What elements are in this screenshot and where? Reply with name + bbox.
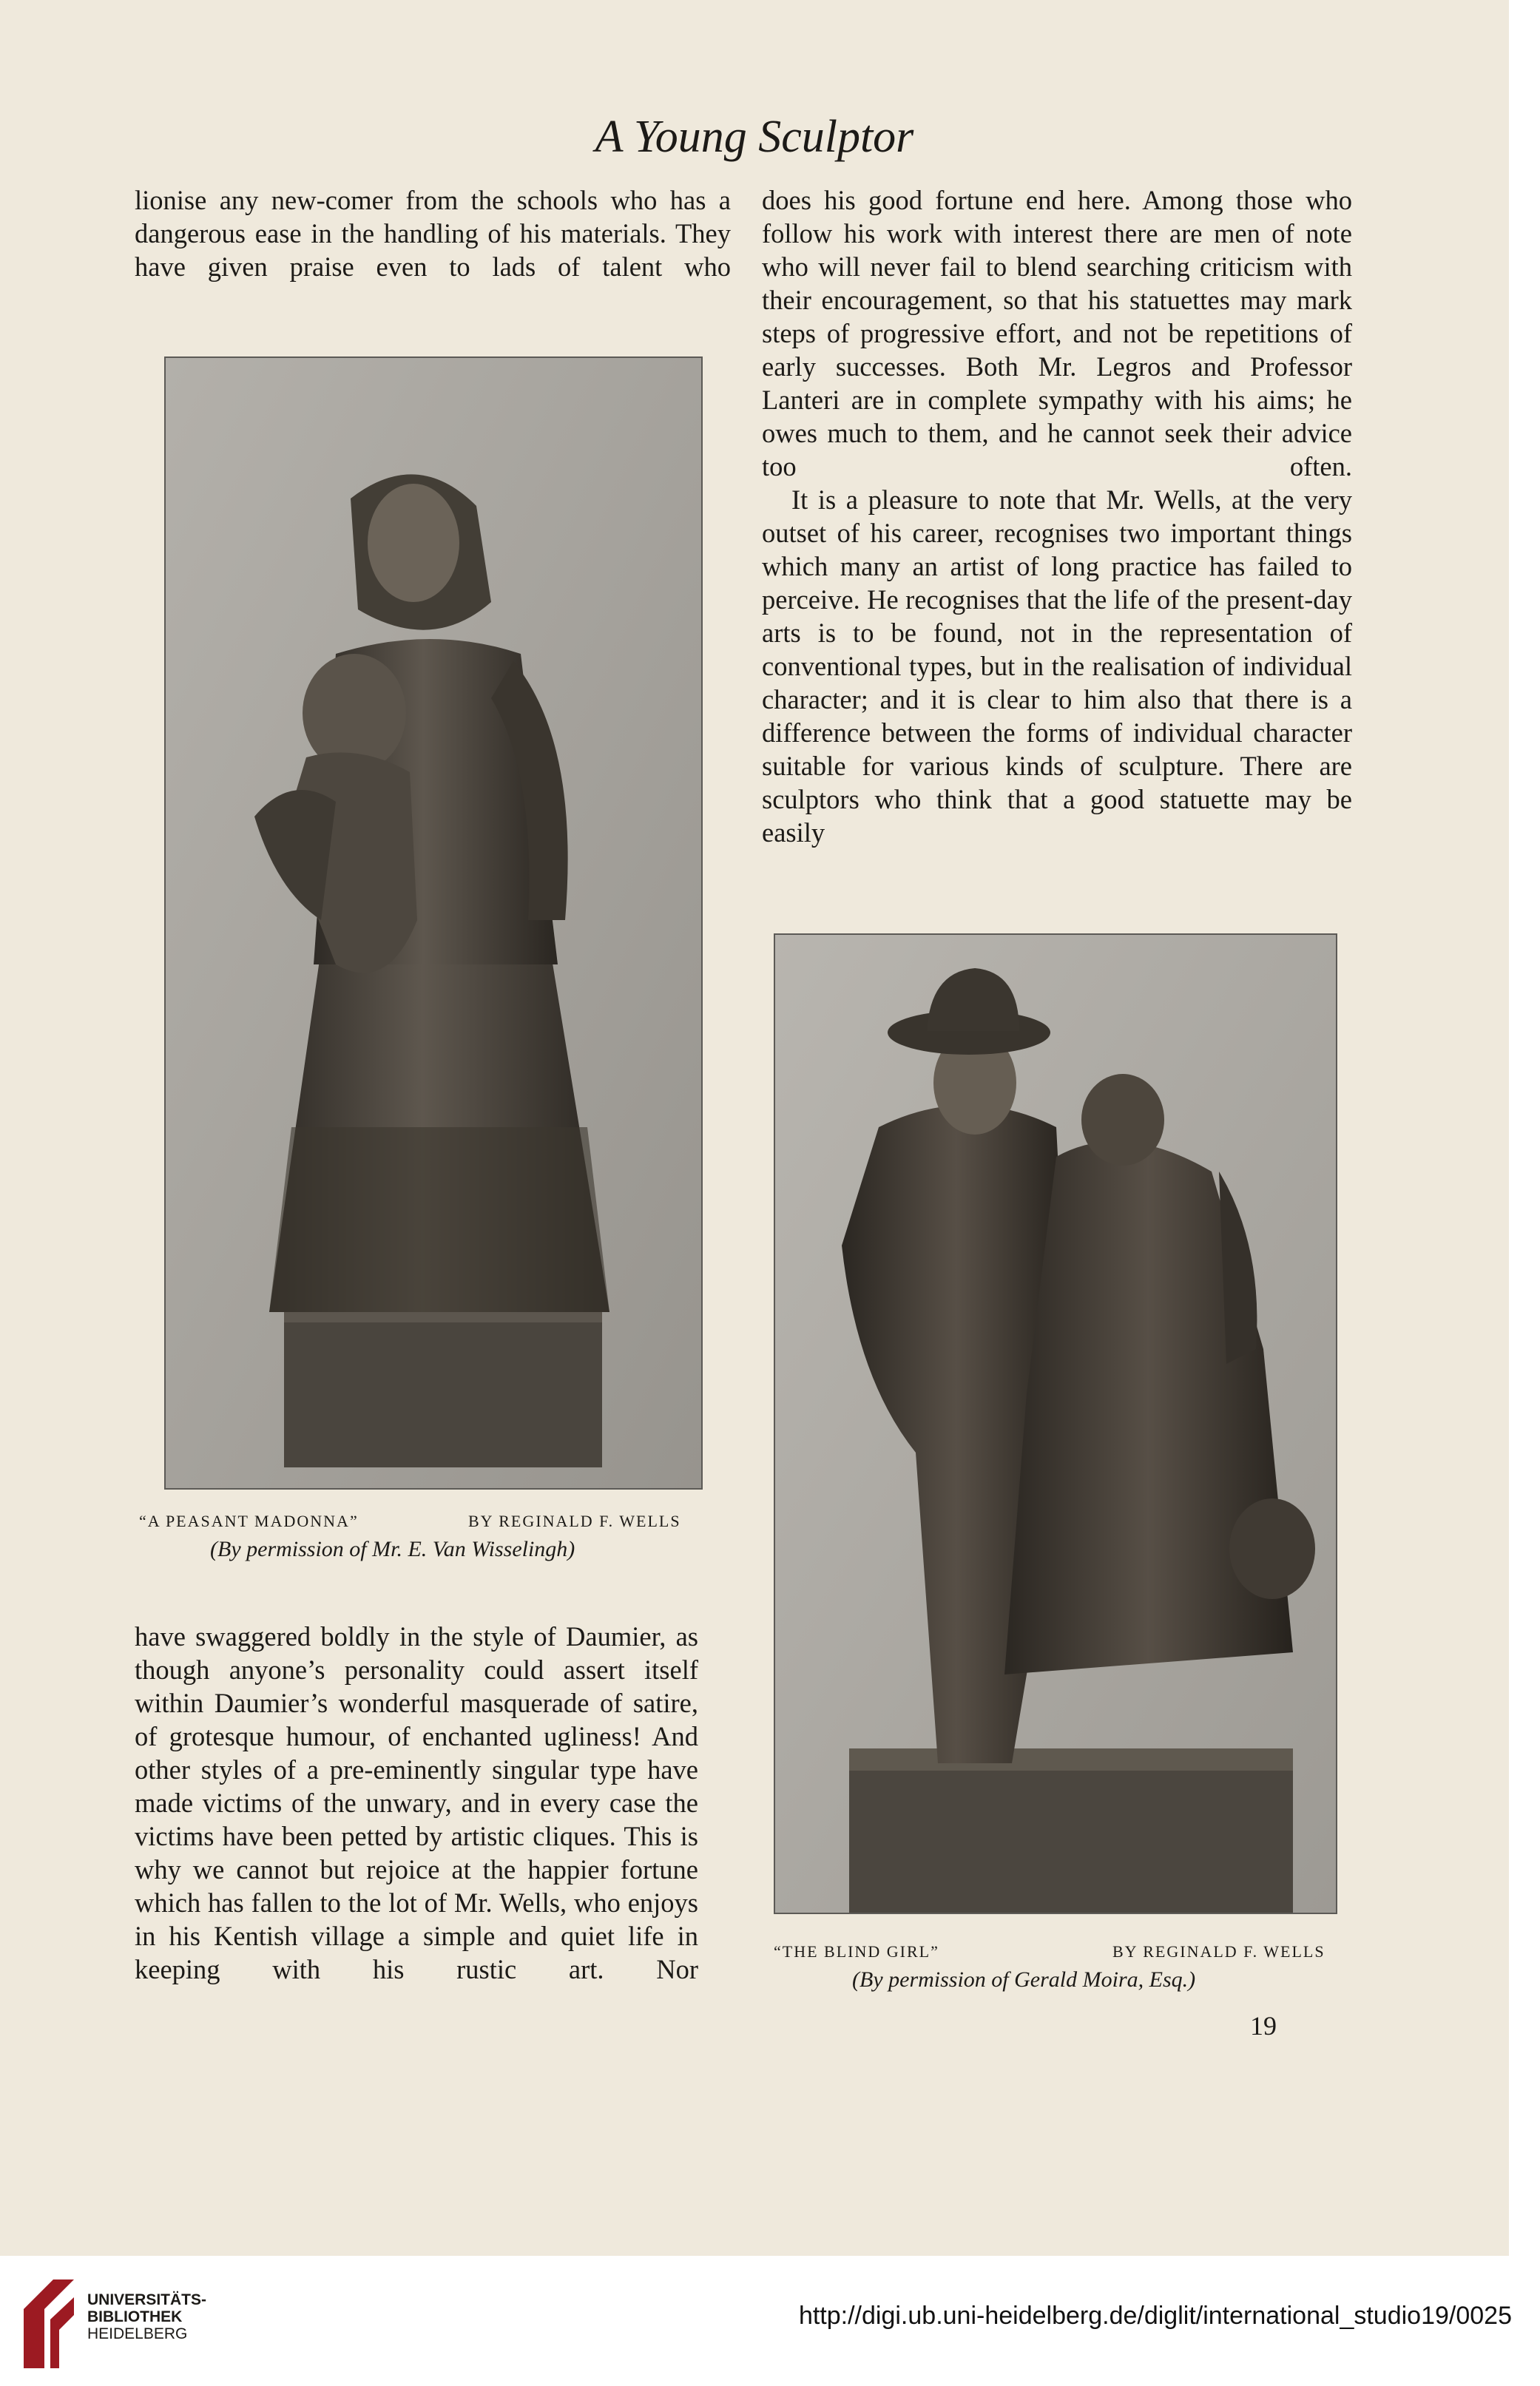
library-name-line: UNIVERSITÄTS- (87, 2291, 207, 2308)
paragraph: lionise any new-comer from the schools who has a dangerous ease in the handling of his materials. They have given praise even to lads of talent who (135, 185, 731, 282)
figure-credit: (By permission of Gerald Moira, Esq.) (852, 1967, 1196, 1992)
running-head: A Young Sculptor (595, 112, 914, 162)
blind-girl-photo (774, 933, 1337, 1914)
paragraph: It is a pleasure to note that Mr. Wells, at the very outset of his career, recognises two important things which many an artist of long practice has failed to perceive. He recognises that the life of the present-day arts is to be found, not in the representation of conventional types, but in the realisation of individual character; and it is clear to him also that there is a difference between the forms of individual character suitable for various kinds of sculpture. There are sculptors who think that a good statuette may be easily (762, 484, 1352, 848)
figure-credit: (By permission of Mr. E. Van Wisselingh) (210, 1537, 575, 1561)
figure-title: “THE BLIND GIRL” (774, 1942, 939, 1961)
left-column-top (135, 183, 731, 283)
peasant-madonna-caption (139, 1509, 716, 1583)
figure-artist: BY REGINALD F. WELLS (1112, 1942, 1325, 1961)
library-name-line: HEIDELBERG (87, 2325, 188, 2342)
heidelberg-library-logo-icon (16, 2272, 78, 2379)
digitization-footer (0, 2256, 1540, 2386)
peasant-madonna-photo (164, 356, 703, 1490)
paragraph: does his good fortune end here. Among those who follow his work with interest there are men of note who will never fail to blend searching criticism with their encouragement, so that his statuettes may mark steps of progressive effort, and not be repetitions of early successes. Both Mr. Legros and Professor Lanteri are in complete sympathy with his aims; he owes much to them, and he cannot seek their advice too often. (762, 185, 1352, 481)
page-number: 19 (1250, 2011, 1277, 2041)
library-name (87, 2291, 206, 2342)
library-name-line: BIBLIOTHEK (87, 2308, 183, 2325)
paragraph: have swaggered boldly in the style of Daumier, as though anyone’s personality could assert itself within Daumier’s wonderful masquerade of satire, of grotesque humour, of enchanted ugliness! And other styles of a pre-eminently singular type have made victims of the unwary, and in every case the victims have been petted by artistic cliques. This is why we cannot but rejoice at the happier fortune which has fallen to the lot of Mr. Wells, who enjoys in his Kentish village a simple and quiet life in keeping with his rustic art. Nor (135, 1621, 698, 1984)
source-url-link[interactable]: http://digi.ub.uni-heidelberg.de/diglit/international_studio19/0025 (798, 2302, 1512, 2330)
figure-artist: BY REGINALD F. WELLS (468, 1512, 681, 1530)
right-column-top (762, 183, 1352, 849)
figure-title: “A PEASANT MADONNA” (139, 1512, 359, 1530)
left-column-bottom (135, 1620, 698, 1986)
blind-girl-caption (769, 1939, 1354, 2013)
